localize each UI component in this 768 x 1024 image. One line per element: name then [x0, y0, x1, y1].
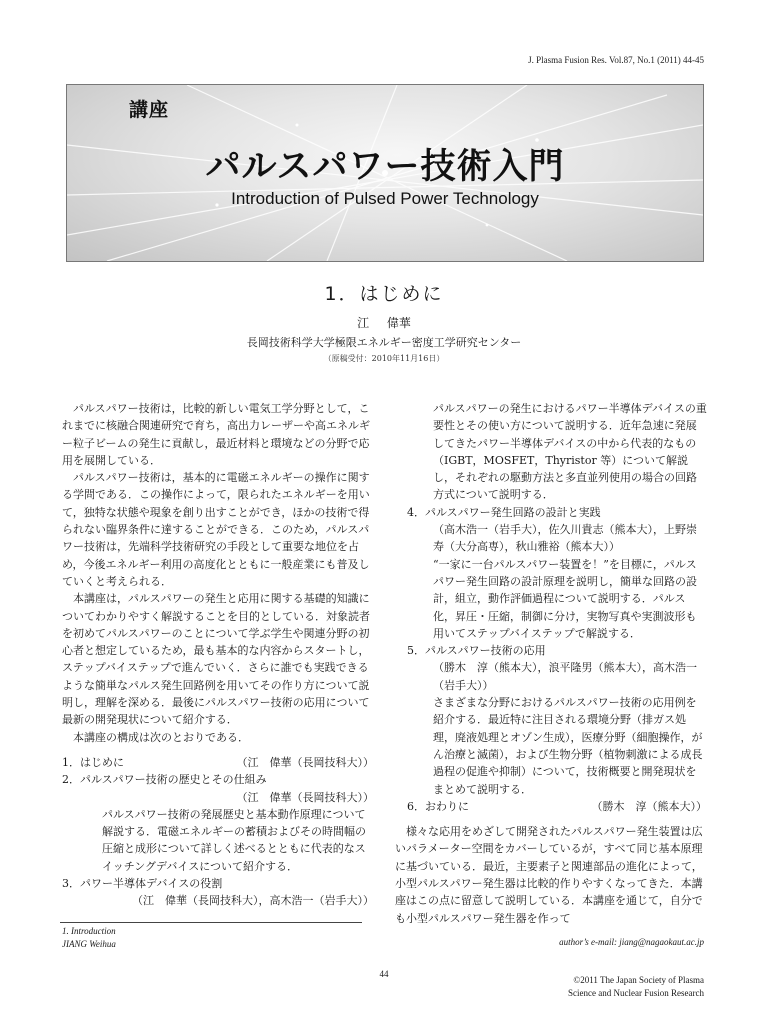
toc-item-3-author: （江 偉華（長岡技科大），高木浩一（岩手大）） — [132, 894, 374, 908]
footnote-left — [62, 925, 116, 951]
series-label: 講座 — [129, 99, 170, 121]
toc-item-5-authors: （勝木 淳（熊本大），浪平隆男（熊本大），高木浩一（岩手大）） — [433, 661, 697, 692]
toc-item-2-title: 2．パルスパワー技術の歴史とその仕組み — [62, 773, 267, 787]
toc-item-6-author: （勝木 淳（熊本大）） — [591, 799, 707, 813]
toc-item-4-authors: （高木浩一（岩手大），佐久川貴志（熊本大），上野崇寿（大分高専），秋山雅裕（熊本大）） — [433, 523, 697, 554]
author-name: 江 偉華 — [357, 316, 411, 330]
author-affiliation: 長岡技術科学大学極限エネルギー密度工学研究センター — [246, 336, 522, 349]
paragraph-structure-intro: 本講座の構成は次のとおりである． — [73, 730, 249, 744]
toc-item-3-title: 3．パワー半導体デバイスの役割 — [62, 877, 223, 891]
author-email: author’s e-mail: jiang@nagaokaut.ac.jp — [559, 937, 704, 947]
article-title-english: Introduction of Pulsed Power Technology — [231, 189, 539, 208]
paragraph-purpose: 本講座は，パルスパワーの発生と応用に関する基礎的知識についてわかりやすく解説することを目的としている．対象読者を初めてパルスパワーのことについて学ぶ学生や関連分野の初心者と想定しているため，最も基本的な内容からスタートし，ステップバイステップで進んでいく．さらに誰でも実践できるような簡単なパルス発生回路例を用いてその作り方について説明し，理解を深める．最後にパルスパワー技術の応用について最新の開発現状について紹介する． — [62, 592, 370, 727]
toc-item-1 — [62, 754, 374, 771]
toc-item-2-author: （江 偉華（長岡技科大）） — [236, 790, 374, 804]
toc-item-2-description: パルスパワー技術の発展歴史と基本動作原理について解説する．電磁エネルギーの蓄積およびその時間幅の圧縮と成形について詳しく述べるとともに代表的なスイッチングデバイスについて紹介する． — [102, 807, 366, 873]
received-date: （原稿受付：2010年11月16日） — [323, 354, 445, 363]
toc-item-4-description: “一家に一台パルスパワー装置を！”を目標に，パルスパワー発生回路の設計原理を説明し，簡単な回路の設計，組立，動作評価過程について説明する．パルス化，昇圧・圧縮，制御に分け，実物写真や実測波形も用いてステップバイステップで解説する． — [433, 557, 697, 640]
article-title-japanese: パルスパワー技術入門 — [205, 147, 565, 187]
footnote-divider — [60, 922, 362, 923]
toc-item-3-description: パルスパワーの発生におけるパワー半導体デバイスの重要性とその使い方について説明する．近年急速に発展してきたパワー半導体デバイスの中から代表的なもの（IGBT，MOSFET，Thyristor 等）について解説し，それぞれの駆動方法と多直並列使用の場合の回路方式について説明する． — [433, 402, 707, 502]
left-column — [62, 400, 374, 910]
paragraph-closing: 様々な応用をめざして開発されたパルスパワー発生装置は広いパラメーター空間をカバーしているが，すべて同じ基本原理に基づいている．最近，主要素子と関連部品の進化によって，小型パルスパワー発生器は比較的作りやすくなってきた．本講座はこの点に留意して説明している．本講座を通じて，自分でも小型パルスパワー発生器を作って — [395, 825, 703, 925]
toc-item-5-title: 5．パルスパワー技術の応用 — [407, 644, 546, 658]
journal-reference: J. Plasma Fusion Res. Vol.87, No.1 (2011) 44‑45 — [528, 55, 704, 65]
toc-item-1-title: 1．はじめに — [62, 755, 124, 769]
toc-item-6-title: 6．おわりに — [407, 799, 469, 813]
toc-item-4-title: 4．パルスパワー発生回路の設計と実践 — [407, 505, 601, 519]
copyright-line-1: ©2011 The Japan Society of Plasma — [573, 975, 704, 985]
copyright-notice — [568, 974, 704, 1000]
toc-item-1-author: （江 偉華（長岡技科大）） — [236, 755, 374, 769]
section-title: 1．はじめに — [324, 283, 444, 305]
toc-item-5-description: さまざまな分野におけるパルスパワー技術の応用例を紹介する．最近特に注目される環境分野（排ガス処理，廃液処理とオゾン生成），医療分野（細胞操作，がん治療と滅菌），および生物分野（植物刺激による成長過程の促進や抑制）について，技術概要と開発現状をまとめて説明する． — [433, 696, 703, 796]
paragraph-definition: パルスパワー技術は，基本的に電磁エネルギーの操作に関する学問である．この操作によって，限られたエネルギーを用いて，独特な状態や現象を創り出すことができ，ほかの技術で得られない臨界条件に達することができる．このため，パルスパワー技術は，先端科学技術研究の手段として重要な地位を占め，今後エネルギー利用の高度化とともに一般産業にも普及していくと考えられる． — [62, 471, 370, 588]
toc-item-6 — [395, 798, 707, 815]
footnote-author-english: JIANG Weihua — [62, 939, 116, 949]
title-banner — [66, 84, 704, 262]
right-column — [395, 400, 707, 927]
page-number: 44 — [379, 969, 389, 979]
paragraph-intro: パルスパワー技術は，比較的新しい電気工学分野として，これまでに核融合関連研究で育ち，高出力レーザーや高エネルギー粒子ビームの発生に貢献し，最近材料と環境などの分野で応用を展開している． — [62, 402, 370, 467]
copyright-line-2: Science and Nuclear Fusion Research — [568, 988, 704, 998]
footnote-title-english: 1. Introduction — [62, 926, 116, 936]
